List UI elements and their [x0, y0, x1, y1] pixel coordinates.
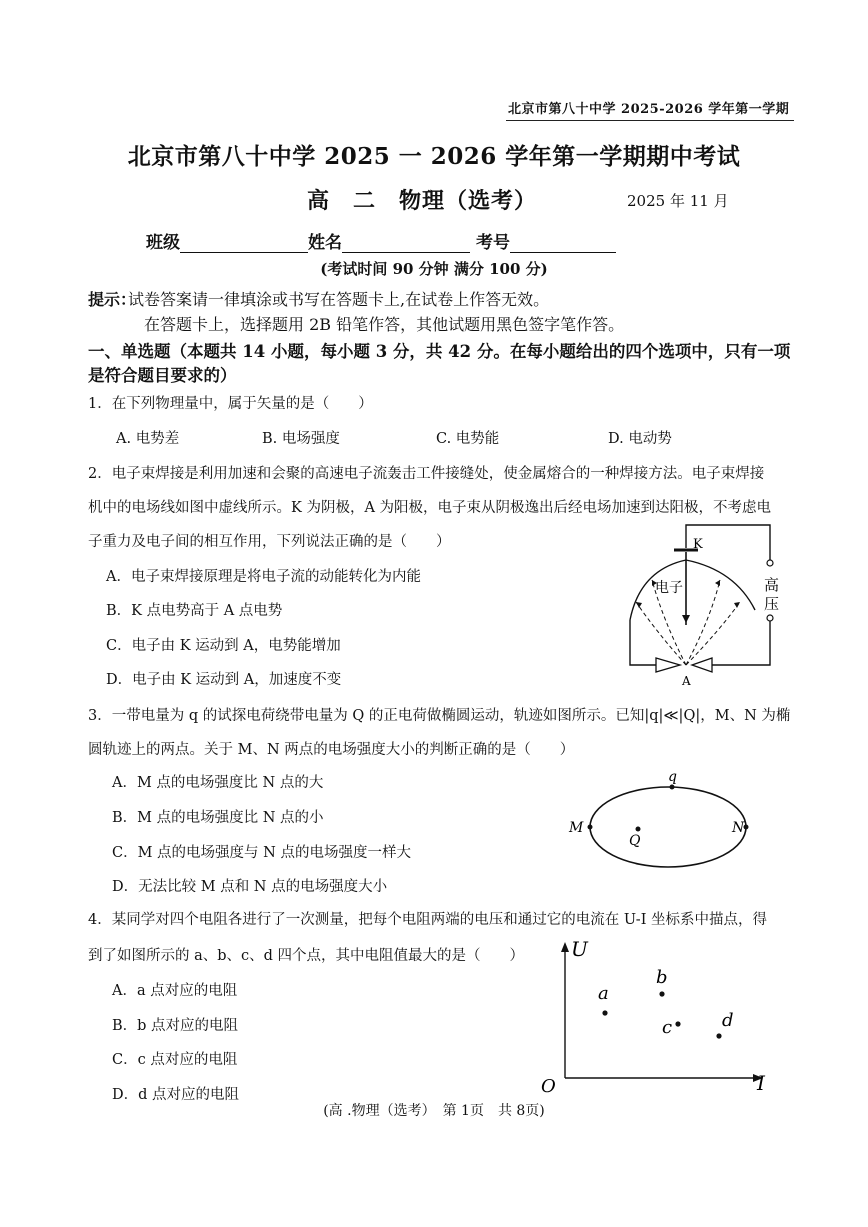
question-2-line-3: 子重力及电子间的相互作用，下列说法正确的是（ ） [88, 534, 451, 550]
exam-title: 北京市第八十中学 2025 一 2026 学年第一学期期中考试 [127, 143, 741, 170]
q2-option-a[interactable]: A．电子束焊接原理是将电子流的动能转化为内能 [106, 569, 421, 585]
q1-option-c[interactable]: C. 电势能 [436, 431, 500, 447]
label-d: d [722, 1010, 734, 1031]
terminal-top [767, 560, 773, 566]
q4-option-d[interactable]: D．d 点对应的电阻 [112, 1087, 240, 1103]
arrow-3 [715, 580, 720, 586]
u-axis-label: U [571, 937, 588, 961]
q4-option-c[interactable]: C．c 点对应的电阻 [112, 1052, 238, 1068]
question-3-line-1: 3．一带电量为 q 的试探电荷绕带电量为 Q 的正电荷做椭圆运动，轨迹如图所示。已知|q|≪|Q|，M、N 为椭 [88, 708, 791, 724]
student-info-row [146, 228, 616, 253]
label-m: M [569, 820, 584, 836]
q3-option-a[interactable]: A．M 点的电场强度比 N 点的大 [112, 775, 324, 791]
q1-option-d[interactable]: D. 电动势 [608, 431, 672, 447]
hint-line-1: 试卷答案请一律填涂或书写在答题卡上,在试卷上作答无效。 [128, 290, 550, 309]
question-2-line-2: 机中的电场线如图中虚线所示。K 为阴极，A 为阳极，电子束从阴极逸出后经电场加速到达阳极，不考虑电 [88, 500, 772, 516]
q1-option-b[interactable]: B. 电场强度 [262, 431, 340, 447]
field-line-1 [636, 602, 686, 665]
high-voltage-label-1: 高 [764, 576, 780, 594]
page-footer: (高 .物理（选考） 第 1页 共 8页) [323, 1103, 545, 1119]
origin-label: O [541, 1076, 556, 1097]
header-divider [506, 120, 794, 121]
beam-arrow [682, 615, 690, 623]
orbit-ellipse [590, 787, 746, 867]
q3-option-c[interactable]: C．M 点的电场强度与 N 点的电场强度一样大 [112, 845, 411, 861]
q4-option-a[interactable]: A．a 点对应的电阻 [112, 983, 238, 999]
point-c [675, 1021, 680, 1026]
number-label: 考号 [476, 233, 510, 253]
header-strip: 北京市第八十中学 2025-2026 学年第一学期 [508, 102, 790, 117]
class-field[interactable] [180, 234, 308, 253]
label-a: a [598, 983, 609, 1004]
section-heading-cont: 是符合题目要求的） [88, 366, 237, 385]
q3-option-b[interactable]: B．M 点的电场强度比 N 点的小 [112, 810, 324, 826]
section-heading: 一、单选题（本题共 14 小题，每小题 3 分，共 42 分。在每小题给出的四个选项中，只有一项 [88, 342, 791, 361]
label-big-q: Q [629, 833, 641, 849]
point-q [670, 785, 675, 790]
question-1-stem: 1．在下列物理量中，属于矢量的是（ ） [88, 396, 373, 412]
label-q: q [668, 769, 677, 785]
point-big-q [636, 827, 641, 832]
anode-left [656, 658, 680, 672]
question-2-line-1: 2．电子束焊接是利用加速和会聚的高速电子流轰击工件接缝处，使金属熔合的一种焊接方法。电子束焊接 [88, 466, 765, 482]
exam-time: (考试时间 90 分钟 满分 100 分) [320, 260, 548, 278]
electron-beam-figure [600, 520, 800, 690]
label-n: N [732, 820, 745, 836]
hint-line-2: 在答题卡上，选择题用 2B 铅笔作答，其他试题用黑色签字笔作答。 [144, 315, 625, 334]
arrow-1 [636, 602, 642, 608]
terminal-bottom [767, 615, 773, 621]
circuit-wire-right [712, 621, 770, 665]
ui-graph-figure [535, 932, 780, 1097]
hint-label: 提示： [88, 290, 137, 309]
u-axis-arrow [561, 942, 569, 952]
name-label: 姓名 [308, 233, 342, 253]
field-line-4 [686, 602, 740, 665]
q1-option-a[interactable]: A. 电势差 [116, 431, 180, 447]
label-b: b [656, 967, 668, 988]
anode-right [692, 658, 712, 672]
arrow-4 [734, 602, 740, 608]
point-a [602, 1010, 607, 1015]
circuit-wire-left [630, 620, 656, 665]
question-3-line-2: 圆轨迹上的两点。关于 M、N 两点的电场强度大小的判断正确的是（ ） [88, 742, 575, 758]
cathode-label: K [693, 537, 703, 552]
point-n [744, 825, 749, 830]
exam-subtitle: 高 二 物理（选考） [307, 188, 538, 214]
exam-date: 2025 年 11 月 [627, 192, 729, 210]
point-b [659, 991, 664, 996]
number-field[interactable] [510, 234, 616, 253]
q3-option-d[interactable]: D．无法比较 M 点和 N 点的电场强度大小 [112, 879, 388, 895]
i-axis-label: I [757, 1071, 765, 1095]
ellipse-orbit-figure [560, 765, 780, 870]
q4-option-b[interactable]: B．b 点对应的电阻 [112, 1018, 239, 1034]
electron-label: 电子 [655, 580, 683, 596]
cathode-arc [630, 560, 755, 620]
q2-option-d[interactable]: D．电子由 K 运动到 A，加速度不变 [106, 672, 342, 688]
point-d [716, 1033, 721, 1038]
point-m [588, 825, 593, 830]
name-field[interactable] [342, 234, 470, 253]
anode-label: A [682, 674, 691, 688]
q2-option-c[interactable]: C．电子由 K 运动到 A，电势能增加 [106, 638, 341, 654]
label-c: c [662, 1017, 673, 1038]
field-line-3 [686, 580, 720, 665]
class-label: 班级 [146, 233, 180, 253]
q2-option-b[interactable]: B．K 点电势高于 A 点电势 [106, 603, 283, 619]
high-voltage-label-2: 压 [764, 595, 780, 613]
question-4-line-2: 到了如图所示的 a、b、c、d 四个点，其中电阻值最大的是（ ） [88, 948, 525, 964]
question-4-line-1: 4．某同学对四个电阻各进行了一次测量，把每个电阻两端的电压和通过它的电流在 U-I 坐标系中描点，得 [88, 912, 768, 928]
